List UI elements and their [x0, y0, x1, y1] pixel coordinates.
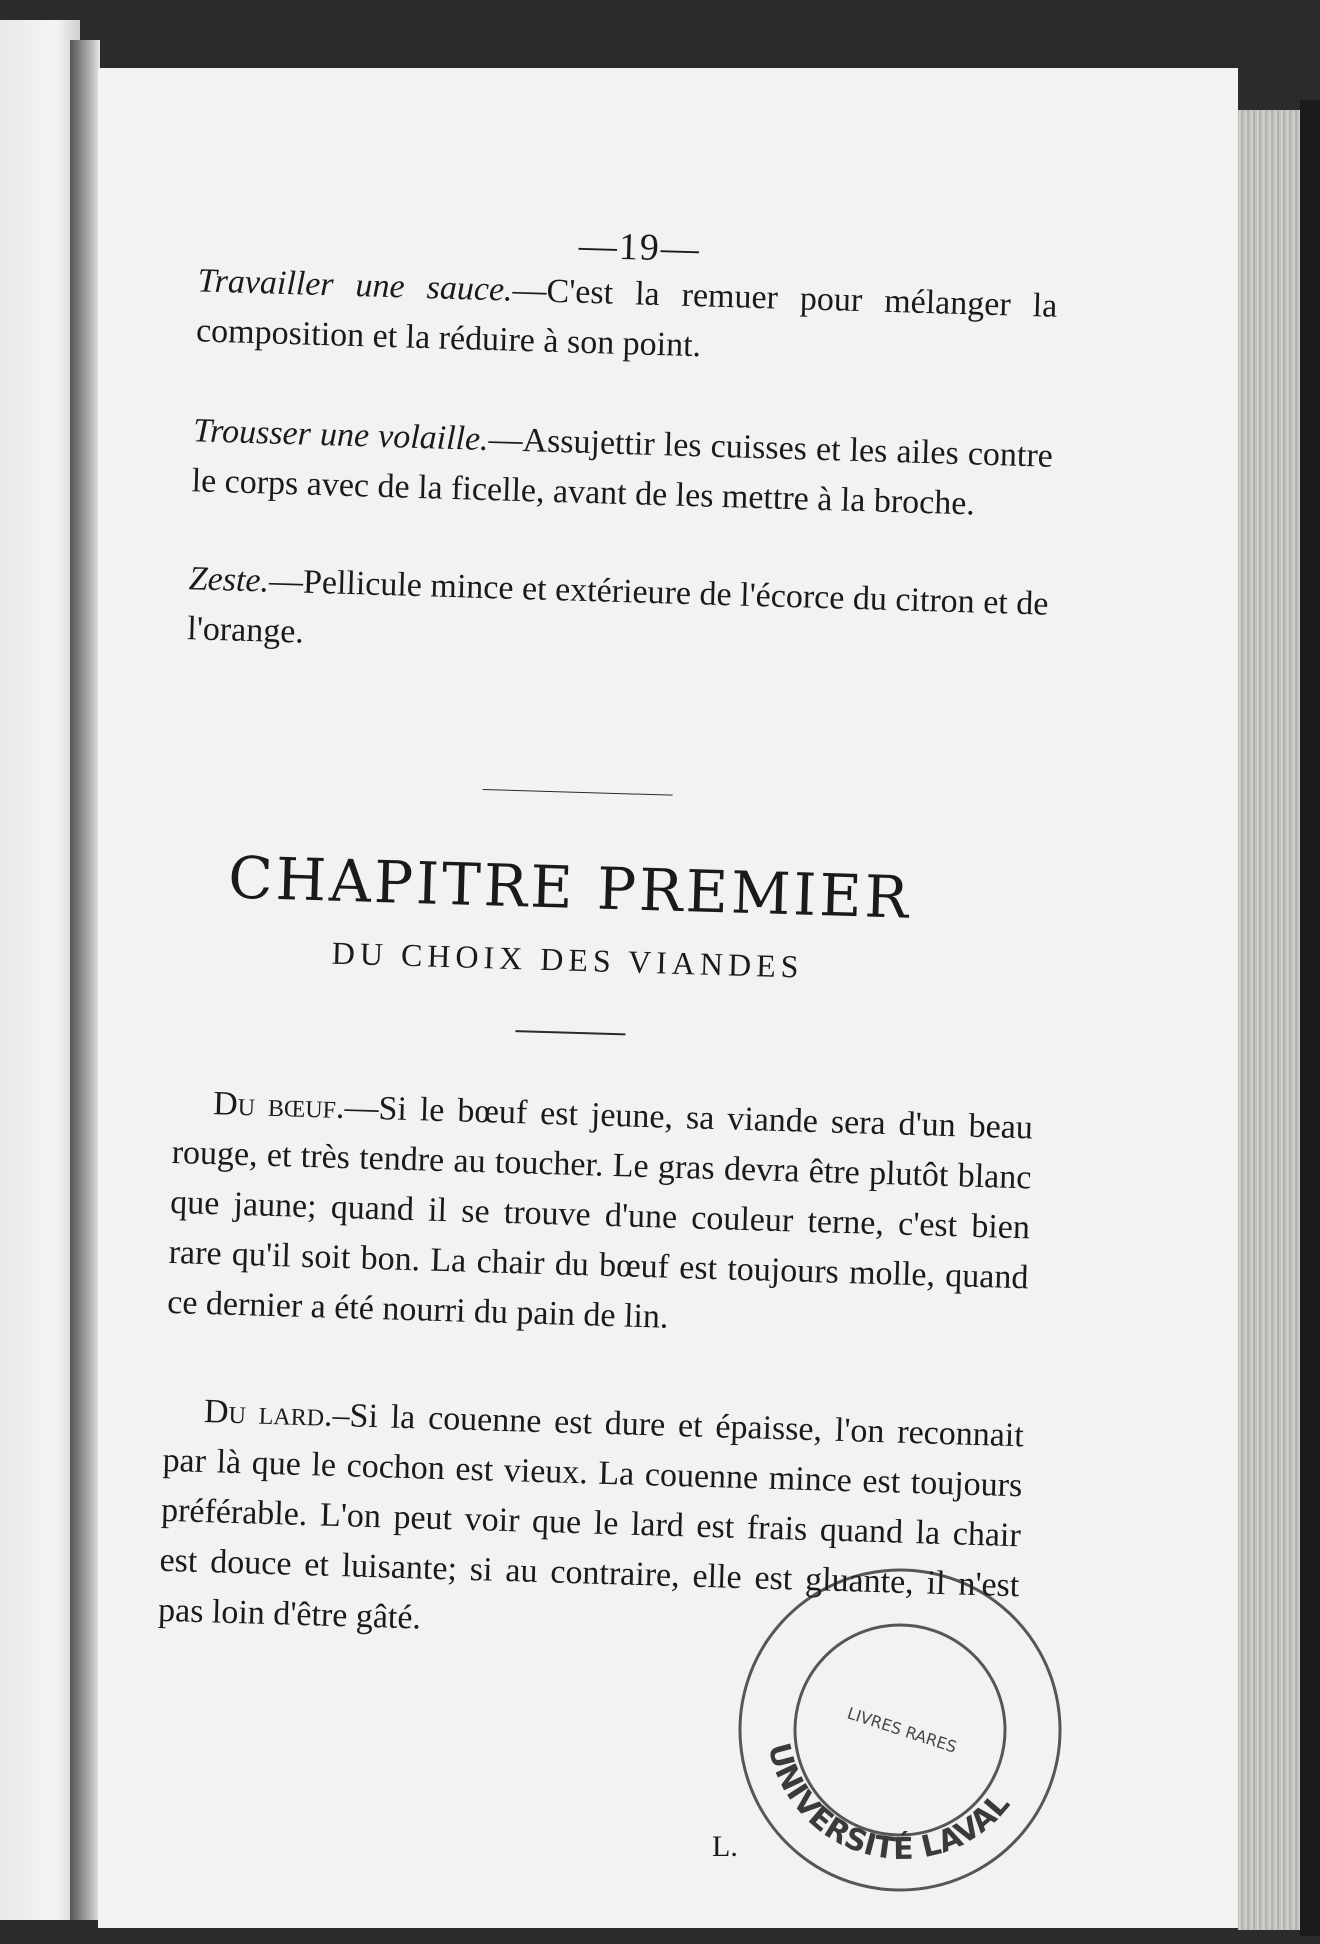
definition-text: —C'est la remuer pour mélanger la composition et la réduire à son point.	[195, 271, 1058, 365]
term: Zeste.	[188, 560, 270, 600]
term: Travailler une sauce.	[197, 262, 514, 309]
stamp-text-inner: LIVRES RARES	[844, 1703, 960, 1757]
page-edges	[1238, 110, 1308, 1930]
term: Du lard.	[203, 1393, 334, 1434]
term: Du bœuf.	[212, 1085, 346, 1127]
chapter-title: CHAPITRE PREMIER	[227, 843, 913, 932]
stamp-text-outer: UNIVERSITÉ LAVAL	[760, 1739, 1018, 1868]
term: Trousser une volaille.	[192, 412, 490, 459]
page-number: —19—	[578, 224, 702, 271]
facing-page-edge	[0, 20, 80, 1920]
background-edge	[1300, 100, 1320, 1936]
paragraph-text: —Si le bœuf est jeune, sa viande sera d'un beau rouge, et très tendre au toucher. Le gras devra être plutôt blanc que jaune; quand il se trouve d'une couleur terne, c'est bien rare qu'il soit bon. La chair du bœuf est toujours molle, quand ce dernier a été nourri du pain de lin.	[166, 1089, 1034, 1336]
paragraph-text: –Si la couenne est dure et épaisse, l'on reconnait par là que le cochon est vieux. La couenne mince est toujours préférable. L'on peut voir que le lard est frais quand la chair est douce et luisante; si au contraire, elle est gluante, il n'est pas loin d'être gâté.	[157, 1396, 1025, 1637]
chapter-subtitle: DU CHOIX DES VIANDES	[331, 934, 805, 985]
paragraph-boeuf	[167, 1078, 1034, 1353]
book-gutter	[70, 40, 100, 1920]
signature-mark: L.	[712, 1830, 738, 1863]
definition-text: —Assujettir les cuisses et les ailes contre le corps avec de la ficelle, avant de les mettre à la broche.	[191, 421, 1054, 523]
definition-text: —Pellicule mince et extérieure de l'écorce du citron et de l'orange.	[186, 562, 1049, 651]
